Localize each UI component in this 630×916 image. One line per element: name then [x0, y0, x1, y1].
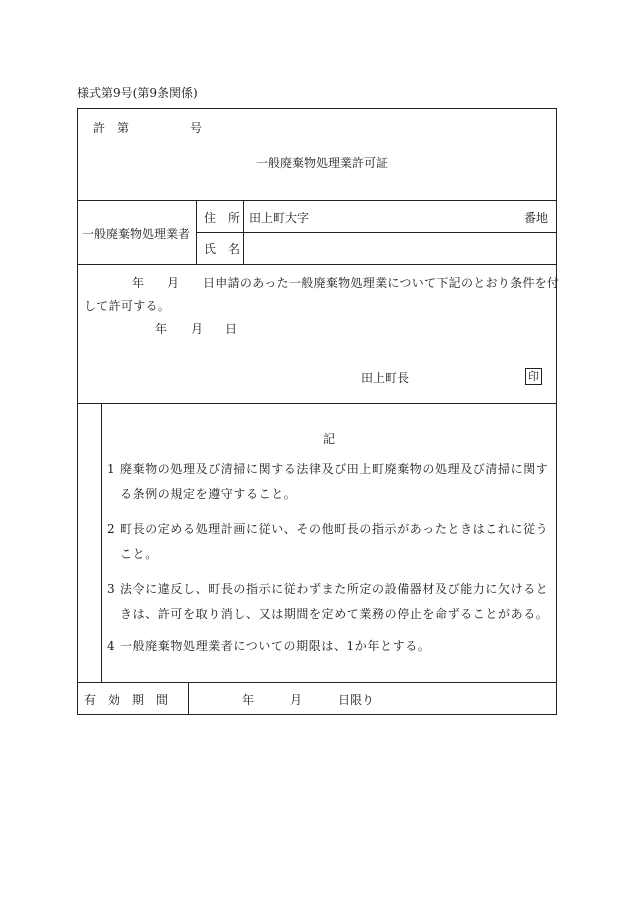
validity-day-limit: 日限り — [338, 693, 375, 707]
address-suffix: 番地 — [524, 211, 549, 225]
application-year: 年 — [132, 276, 145, 290]
permit-number-suffix: 号 — [190, 121, 203, 135]
condition-text: 法令に違反し、町長の指示に従わずまた所定の設備器材及び能力に欠けるときは、許可を取り消し、又は期間を定めて業務の停止を命ずることがある。 — [120, 582, 549, 621]
statement-line-2: して許可する。 — [84, 299, 171, 313]
name-label: 氏 名 — [204, 242, 241, 256]
licensee-label: 一般廃棄物処理業者 — [82, 227, 191, 241]
issuer-name: 田上町長 — [361, 371, 410, 385]
validity-year: 年 — [242, 693, 255, 707]
issue-year: 年 — [155, 322, 168, 336]
statement-line-1: 日申請のあった一般廃棄物処理業について下記のとおり条件を付 — [203, 276, 560, 290]
address-label: 住 所 — [204, 211, 241, 225]
condition-item — [107, 517, 552, 567]
condition-item — [107, 577, 552, 627]
condition-text: 廃棄物の処理及び清掃に関する法律及び田上町廃棄物の処理及び清掃に関する条例の規定を遵守すること。 — [120, 462, 549, 501]
condition-text: 町長の定める処理計画に従い、その他町長の指示があったときはこれに従うこと。 — [120, 522, 549, 561]
application-month: 月 — [167, 276, 180, 290]
conditions-heading: 記 — [323, 432, 336, 446]
validity-label: 有 効 期 間 — [84, 693, 169, 707]
address-value: 田上町大字 — [249, 211, 310, 225]
permit-title: 一般廃棄物処理業許可証 — [256, 156, 389, 170]
form-number-label: 様式第9号(第9条関係) — [77, 86, 198, 100]
condition-number: 1 — [107, 462, 115, 476]
issue-day: 日 — [225, 322, 238, 336]
condition-item — [107, 634, 552, 659]
condition-number: 2 — [107, 522, 115, 536]
condition-number: 4 — [107, 639, 115, 653]
validity-month: 月 — [290, 693, 303, 707]
condition-text: 一般廃棄物処理業者についての期限は、1か年とする。 — [120, 639, 431, 653]
permit-number-prefix: 許 第 — [93, 121, 130, 135]
seal-mark: 印 — [525, 368, 542, 385]
condition-number: 3 — [107, 582, 115, 596]
condition-item — [107, 457, 552, 507]
issue-month: 月 — [191, 322, 204, 336]
